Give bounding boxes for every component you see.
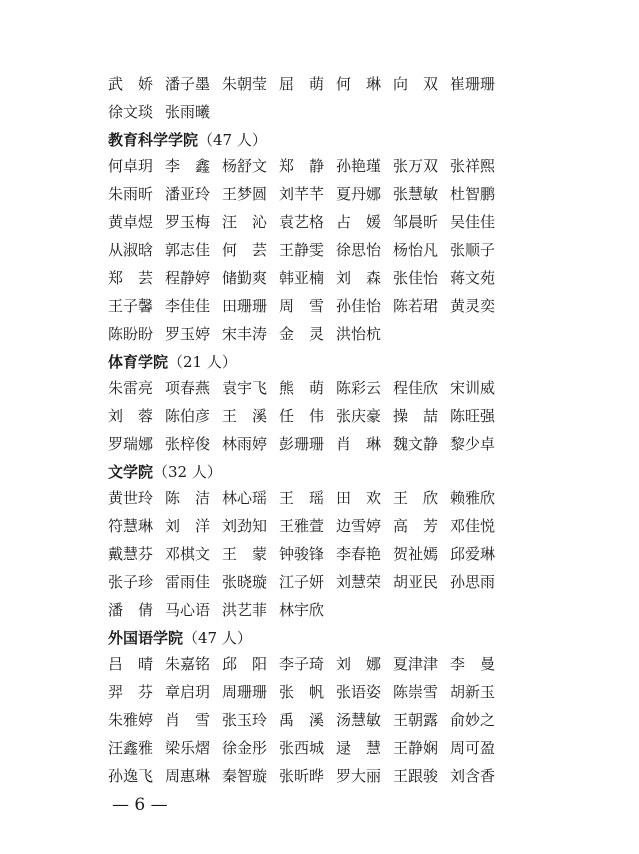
person-name: 邓佳悦 (450, 516, 496, 535)
name-row (108, 430, 507, 456)
person-name: 何 芸 (222, 240, 268, 259)
person-name: 邱爱琳 (450, 544, 496, 563)
person-name: 邹晨昕 (393, 212, 439, 231)
person-name: 孙艳瑾 (336, 156, 382, 175)
person-name: 高 芳 (393, 516, 439, 535)
person-name: 夏丹娜 (336, 184, 382, 203)
name-row (108, 762, 507, 788)
person-name: 雷雨佳 (165, 572, 211, 591)
person-name: 秦智璇 (222, 766, 268, 785)
person-name: 王梦圆 (222, 184, 268, 203)
person-name: 刘 蓉 (108, 406, 154, 425)
person-name: 吴佳佳 (450, 212, 496, 231)
section-count: （21 人） (168, 352, 237, 371)
person-name: 邓棋文 (165, 544, 211, 563)
section-title: 外国语学院 (108, 628, 184, 647)
person-name: 汪 沁 (222, 212, 268, 231)
person-name: 梁乐熠 (165, 738, 211, 757)
person-name: 向 双 (393, 74, 439, 93)
person-name: 张语姿 (336, 682, 382, 701)
person-name: 潘 倩 (108, 600, 154, 619)
person-name: 何卓玥 (108, 156, 154, 175)
person-name: 朱朝莹 (222, 74, 268, 93)
person-name: 赖雅欣 (450, 488, 496, 507)
section-heading (108, 624, 252, 650)
person-name: 田 欢 (336, 488, 382, 507)
person-name: 刘 森 (336, 268, 382, 287)
person-name: 马心语 (165, 600, 211, 619)
person-name: 韩亚楠 (279, 268, 325, 287)
person-name: 陈若珺 (393, 296, 439, 315)
person-name: 李春艳 (336, 544, 382, 563)
name-row (108, 402, 507, 428)
person-name: 从淑晗 (108, 240, 154, 259)
person-name: 宋训威 (450, 378, 496, 397)
person-name: 王雅萱 (279, 516, 325, 535)
person-name: 胡新玉 (450, 682, 496, 701)
person-name: 贺祉嫣 (393, 544, 439, 563)
person-name: 张梓俊 (165, 434, 211, 453)
person-name: 李子琦 (279, 654, 325, 673)
person-name: 陈 洁 (165, 488, 211, 507)
person-name: 王 溪 (222, 406, 268, 425)
page-number: — 6 — (112, 795, 168, 815)
person-name: 朱雨昕 (108, 184, 154, 203)
name-row (108, 374, 507, 400)
person-name: 罗玉婷 (165, 324, 211, 343)
person-name: 周珊珊 (222, 682, 268, 701)
person-name: 陈崇雪 (393, 682, 439, 701)
person-name: 禹 溪 (279, 710, 325, 729)
person-name: 钟骏锋 (279, 544, 325, 563)
person-name: 罗瑞娜 (108, 434, 154, 453)
person-name: 张雨曦 (165, 102, 211, 121)
person-name: 项春燕 (165, 378, 211, 397)
person-name: 程佳欣 (393, 378, 439, 397)
person-name: 周 雪 (279, 296, 325, 315)
person-name: 王静雯 (279, 240, 325, 259)
person-name: 任 伟 (279, 406, 325, 425)
person-name: 罗大丽 (336, 766, 382, 785)
person-name: 罗玉梅 (165, 212, 211, 231)
person-name: 陈旺强 (450, 406, 496, 425)
person-name: 郑 静 (279, 156, 325, 175)
person-name: 刘慧荣 (336, 572, 382, 591)
person-name: 孙思雨 (450, 572, 496, 591)
person-name: 洪怡杭 (336, 324, 382, 343)
name-row (108, 596, 336, 622)
person-name: 袁艺格 (279, 212, 325, 231)
person-name: 林心瑶 (222, 488, 268, 507)
person-name: 何 琳 (336, 74, 382, 93)
person-name: 汤慧敏 (336, 710, 382, 729)
person-name: 陈盼盼 (108, 324, 154, 343)
name-row (108, 236, 507, 262)
person-name: 张庆豪 (336, 406, 382, 425)
name-row (108, 706, 507, 732)
name-row (108, 98, 222, 124)
person-name: 刘 洋 (165, 516, 211, 535)
person-name: 张昕晔 (279, 766, 325, 785)
person-name: 徐思怡 (336, 240, 382, 259)
person-name: 屈 萌 (279, 74, 325, 93)
person-name: 王 蒙 (222, 544, 268, 563)
person-name: 崔珊珊 (450, 74, 496, 93)
person-name: 黄灵奕 (450, 296, 496, 315)
person-name: 徐文琰 (108, 102, 154, 121)
person-name: 江子妍 (279, 572, 325, 591)
person-name: 操 喆 (393, 406, 439, 425)
person-name: 王静娴 (393, 738, 439, 757)
person-name: 杨怡凡 (393, 240, 439, 259)
person-name: 周惠琳 (165, 766, 211, 785)
person-name: 羿 芬 (108, 682, 154, 701)
person-name: 夏津津 (393, 654, 439, 673)
person-name: 黄卓煜 (108, 212, 154, 231)
person-name: 刘 娜 (336, 654, 382, 673)
section-title: 文学院 (108, 462, 154, 481)
person-name: 袁宇飞 (222, 378, 268, 397)
person-name: 程静婷 (165, 268, 211, 287)
person-name: 邱 阳 (222, 654, 268, 673)
person-name: 魏文静 (393, 434, 439, 453)
name-row (108, 512, 507, 538)
section-count: （32 人） (153, 462, 222, 481)
section-heading (108, 458, 222, 484)
person-name: 储勤爽 (222, 268, 268, 287)
section-heading (108, 126, 267, 152)
person-name: 张祥熙 (450, 156, 496, 175)
person-name: 朱雅婷 (108, 710, 154, 729)
section-title: 教育科学学院 (108, 130, 199, 149)
person-name: 金 灵 (279, 324, 325, 343)
person-name: 俞妙之 (450, 710, 496, 729)
person-name: 边雪婷 (336, 516, 382, 535)
name-row (108, 320, 393, 346)
person-name: 占 媛 (336, 212, 382, 231)
section-count: （47 人） (183, 628, 252, 647)
person-name: 陈伯彦 (165, 406, 211, 425)
person-name: 王子馨 (108, 296, 154, 315)
person-name: 陈彩云 (336, 378, 382, 397)
person-name: 刘含香 (450, 766, 496, 785)
person-name: 潘亚玲 (165, 184, 211, 203)
name-row (108, 678, 507, 704)
person-name: 张 帆 (279, 682, 325, 701)
name-row (108, 484, 507, 510)
person-name: 杨舒文 (222, 156, 268, 175)
person-name: 徐金彤 (222, 738, 268, 757)
person-name: 郑 芸 (108, 268, 154, 287)
person-name: 洪艺菲 (222, 600, 268, 619)
person-name: 李 曼 (450, 654, 496, 673)
person-name: 吕 晴 (108, 654, 154, 673)
person-name: 肖 琳 (336, 434, 382, 453)
person-name: 孙逸飞 (108, 766, 154, 785)
name-row (108, 70, 507, 96)
person-name: 王 瑶 (279, 488, 325, 507)
person-name: 李佳佳 (165, 296, 211, 315)
person-name: 戴慧芬 (108, 544, 154, 563)
person-name: 逯 慧 (336, 738, 382, 757)
person-name: 黎少卓 (450, 434, 496, 453)
name-row (108, 152, 507, 178)
person-name: 黄世玲 (108, 488, 154, 507)
person-name: 张万双 (393, 156, 439, 175)
person-name: 武 娇 (108, 74, 154, 93)
person-name: 王跟骏 (393, 766, 439, 785)
name-row (108, 540, 507, 566)
name-row (108, 264, 507, 290)
person-name: 张子珍 (108, 572, 154, 591)
person-name: 王朝露 (393, 710, 439, 729)
person-name: 张晓璇 (222, 572, 268, 591)
person-name: 李 鑫 (165, 156, 211, 175)
person-name: 刘芊芊 (279, 184, 325, 203)
person-name: 周可盈 (450, 738, 496, 757)
section-heading (108, 348, 237, 374)
person-name: 熊 萌 (279, 378, 325, 397)
name-row (108, 734, 507, 760)
person-name: 肖 雪 (165, 710, 211, 729)
section-title: 体育学院 (108, 352, 169, 371)
person-name: 符慧琳 (108, 516, 154, 535)
person-name: 张玉玲 (222, 710, 268, 729)
person-name: 朱嘉铭 (165, 654, 211, 673)
person-name: 朱雷亮 (108, 378, 154, 397)
name-row (108, 568, 507, 594)
person-name: 王 欣 (393, 488, 439, 507)
person-name: 潘子墨 (165, 74, 211, 93)
person-name: 郭志佳 (165, 240, 211, 259)
section-count: （47 人） (198, 130, 267, 149)
person-name: 孙佳怡 (336, 296, 382, 315)
person-name: 张西城 (279, 738, 325, 757)
name-row (108, 208, 507, 234)
person-name: 宋丰涛 (222, 324, 268, 343)
person-name: 林雨婷 (222, 434, 268, 453)
name-row (108, 180, 507, 206)
person-name: 林宇欣 (279, 600, 325, 619)
person-name: 张佳怡 (393, 268, 439, 287)
person-name: 章启玥 (165, 682, 211, 701)
name-row (108, 650, 507, 676)
person-name: 刘劲知 (222, 516, 268, 535)
person-name: 张顺子 (450, 240, 496, 259)
person-name: 蒋文苑 (450, 268, 496, 287)
person-name: 汪鑫雅 (108, 738, 154, 757)
person-name: 胡亚民 (393, 572, 439, 591)
person-name: 杜智鹏 (450, 184, 496, 203)
person-name: 张慧敏 (393, 184, 439, 203)
person-name: 彭珊珊 (279, 434, 325, 453)
name-row (108, 292, 507, 318)
person-name: 田珊珊 (222, 296, 268, 315)
